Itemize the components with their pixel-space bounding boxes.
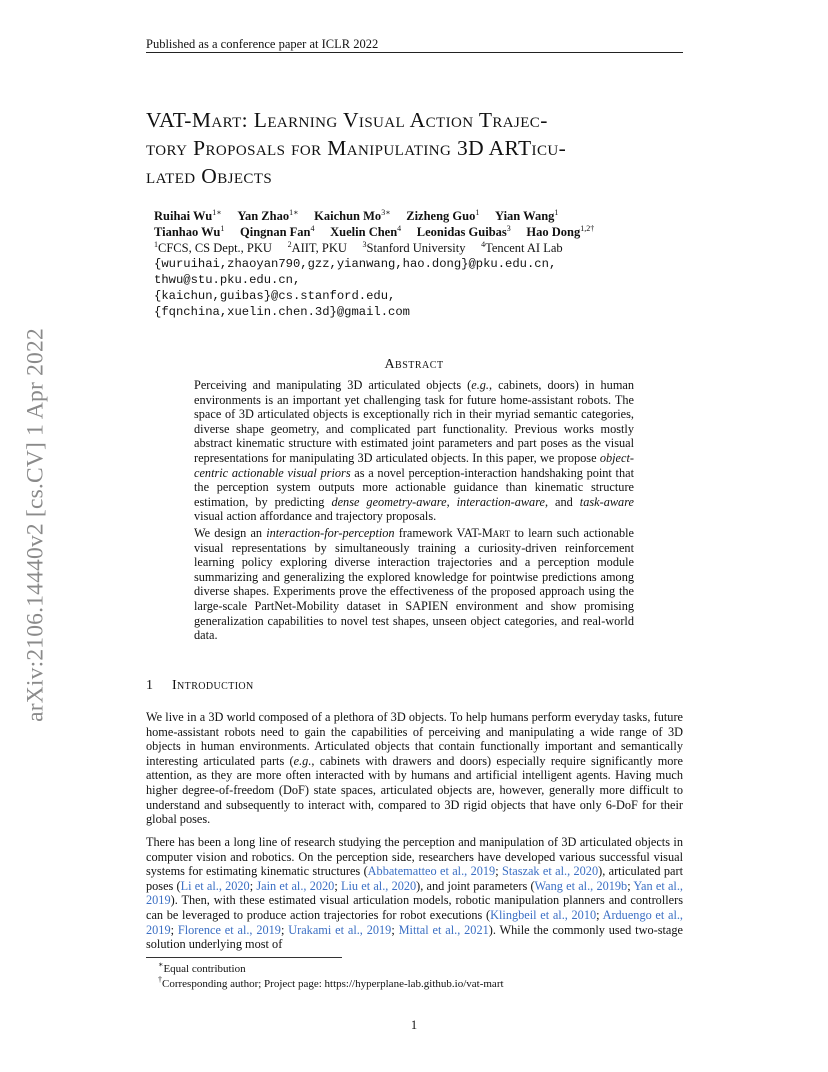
- small-caps-text: Mart: [481, 525, 511, 540]
- author-affiliation-mark: 4: [397, 224, 402, 233]
- page-number: 1: [410, 1018, 418, 1032]
- section-title: Introduction: [172, 678, 254, 693]
- citation-link[interactable]: Staszak et al., 2020: [501, 864, 599, 879]
- text-run: ). Then, with these estimated visual articulation models, robotic manipulation planners and controllers can be leveraged to produce action trajectories for robot executions (: [146, 893, 683, 922]
- abstract-body: [194, 378, 634, 643]
- author-affiliation-mark: 1∗: [212, 208, 222, 217]
- citation-link[interactable]: Mittal et al., 2021: [398, 922, 489, 937]
- text-run: We live in a 3D world composed of a plethora of 3D objects. To help humans perform everyday tasks, future home-assistant robots need to gain the capabilities of perceiving and manipulating a wide range of 3D objects in human environments. Articulated objects that contain functionally important and semantically interesting articulated parts (: [146, 710, 683, 768]
- author-affiliation-mark: 3: [506, 224, 511, 233]
- emphasis: interaction-aware: [456, 494, 545, 509]
- text-run: to learn such actionable visual representations by simultaneously training a curiosity-driven reinforcement learning policy exploring diverse interaction trajectories and a perception module summarizing and generalizing the explored knowledge for pointwise predictions among diverse shapes. Experiments prove the effectiveness of the proposed approach using the large-scale PartNet-Mobility dataset in SAPIEN environment and show promising generalization capabilities to novel test shapes, unseen object categories, and real-world data.: [194, 525, 634, 643]
- abstract-paragraph: [194, 526, 634, 643]
- footnote-rule: [146, 957, 342, 958]
- text-run: , cabinets with drawers and doors) especially require significantly more attention, as they are more often interacted with by humans and artificial intelligent agents. Having much higher degree-of-freedom (DoF) state spaces, articulated objects are, however, generally more difficult to understand and subsequently to interact with, compared to 3D rigid objects that have only 6-DoF for their global poses.: [146, 753, 683, 827]
- emphasis: task-aware: [579, 494, 634, 509]
- author-name: Ruihai Wu: [154, 209, 213, 223]
- author-affiliation-mark: 1∗: [289, 208, 299, 217]
- text-run: , and: [544, 494, 580, 509]
- affiliation-mark: 4: [481, 240, 486, 249]
- intro-paragraph: [146, 710, 683, 827]
- text-run: ;: [170, 922, 178, 937]
- footnote-equal-contribution: [158, 960, 246, 975]
- footnote-corresponding: [158, 975, 504, 990]
- affiliation-name: AIIT, PKU: [291, 241, 347, 255]
- affiliation-row: [154, 240, 594, 256]
- author-affiliation-mark: 3∗: [381, 208, 391, 217]
- text-run: ;: [280, 922, 289, 937]
- author-affiliation-mark: 1: [475, 208, 480, 217]
- emphasis: interaction-for-perception: [266, 525, 395, 540]
- author-block: [154, 208, 594, 320]
- author-affiliation-mark: 1: [220, 224, 225, 233]
- title-line-1: VAT-Mart: Learning Visual Action Trajec-: [146, 108, 548, 132]
- author-name: Tianhao Wu: [154, 225, 221, 239]
- affiliation-mark: 3: [362, 240, 367, 249]
- text-run: ;: [596, 907, 603, 922]
- section-heading: [146, 678, 254, 694]
- text-run: We design an: [194, 525, 267, 540]
- abstract-paragraph: [194, 378, 634, 524]
- emphasis: e.g.: [293, 753, 312, 768]
- footnote-text: Equal contribution: [163, 963, 246, 975]
- citation-link[interactable]: Arduengo et al., 2019: [146, 907, 684, 937]
- text-run: There has been a long line of research studying the perception and manipulation of 3D articulated objects in computer vision and robotics. On the perception side, researchers have developed various successful visual systems for estimating kinematic structures (: [146, 835, 683, 879]
- footnote-text: Corresponding author; Project page: https://hyperplane-lab.github.io/vat-mart: [162, 978, 504, 990]
- author-name: Qingnan Fan: [240, 225, 311, 239]
- text-run: Perceiving and manipulating 3D articulated objects (: [194, 378, 472, 392]
- text-run: ;: [627, 878, 634, 893]
- emphasis: e.g.: [471, 378, 489, 392]
- text-run: ;: [495, 864, 502, 879]
- citation-link[interactable]: Li et al., 2020: [180, 878, 250, 893]
- citation-link[interactable]: Yan et al., 2019: [146, 878, 683, 908]
- email-line-4[interactable]: {fqnchina,xuelin.chen.3d}@gmail.com: [154, 305, 410, 319]
- text-run: ), and joint parameters (: [416, 878, 535, 893]
- title-line-2: tory Proposals for Manipulating 3D ARTicu-: [146, 136, 567, 160]
- citation-link[interactable]: Liu et al., 2020: [340, 878, 417, 893]
- email-line-3[interactable]: {kaichun,guibas}@cs.stanford.edu,: [154, 289, 396, 303]
- author-name: Kaichun Mo: [314, 209, 382, 223]
- text-run: ), articulated part poses (: [146, 864, 683, 893]
- emphasis: dense geometry-aware: [331, 494, 447, 509]
- text-run: , cabinets, doors) in human environments is an important yet challenging task for future home-assistant robots. The space of 3D articulated objects is exceptionally rich in their myriad semantic categories, diverse shape geometry, and complicated part functionality. Previous works mostly abstract kinematic structure with estimated joint parameters and part poses as the visual representations for manipulating 3D articulated objects. In this paper, we propose: [194, 378, 634, 465]
- author-affiliation-mark: 1: [554, 208, 559, 217]
- affiliation-name: Tencent AI Lab: [485, 241, 563, 255]
- paper-title: [146, 106, 691, 190]
- text-run: ;: [391, 922, 399, 937]
- affiliation-name: CFCS, CS Dept., PKU: [158, 241, 272, 255]
- citation-link[interactable]: Urakami et al., 2019: [288, 922, 392, 937]
- abstract-heading: Abstract: [384, 357, 444, 372]
- author-affiliation-mark: 1,2†: [580, 224, 595, 233]
- text-run: ). While the commonly used two-stage solution underlying most of: [146, 922, 683, 952]
- title-line-3: lated Objects: [146, 164, 273, 188]
- citation-link[interactable]: Abbatematteo et al., 2019: [367, 864, 496, 879]
- text-run: as a novel perception-interaction handshaking point that the perception system outputs more actionable guidance than kinematic structure estimation, by predicting: [194, 465, 634, 509]
- text-run: ,: [446, 494, 457, 509]
- author-row-2: [154, 224, 594, 240]
- author-name: Xuelin Chen: [330, 225, 398, 239]
- author-name: Yian Wang: [495, 209, 555, 223]
- text-run: ;: [334, 878, 341, 893]
- header-rule: [146, 52, 683, 53]
- email-line-2[interactable]: thwu@stu.pku.edu.cn,: [154, 273, 301, 287]
- running-header: Published as a conference paper at ICLR 2022: [146, 37, 379, 51]
- text-run: ;: [249, 878, 257, 893]
- arxiv-stamp-text: arXiv:2106.14440v2 [cs.CV] 1 Apr 2022: [22, 328, 49, 722]
- footnote-mark: ∗: [158, 960, 164, 969]
- author-affiliation-mark: 4: [310, 224, 315, 233]
- citation-link[interactable]: Wang et al., 2019b: [534, 878, 628, 893]
- affiliation-mark: 2: [287, 240, 292, 249]
- text-run: framework VAT-: [394, 525, 482, 540]
- email-line-1[interactable]: {wuruihai,zhaoyan790,gzz,yianwang,hao.dong}@pku.edu.cn,: [154, 257, 557, 271]
- text-run: visual action affordance and trajectory proposals.: [194, 509, 437, 524]
- citation-link[interactable]: Klingbeil et al., 2010: [490, 907, 597, 922]
- affiliation-mark: 1: [154, 240, 158, 249]
- affiliation-name: Stanford University: [366, 241, 466, 255]
- section-number: 1: [146, 678, 154, 693]
- author-row-1: [154, 208, 594, 224]
- emphasis: object-centric actionable visual priors: [194, 450, 634, 480]
- author-name: Yan Zhao: [237, 209, 290, 223]
- citation-link[interactable]: Jain et al., 2020: [256, 878, 335, 893]
- author-name: Hao Dong: [526, 225, 581, 239]
- intro-paragraph: [146, 835, 683, 952]
- footnote-mark: †: [158, 975, 162, 984]
- citation-link[interactable]: Florence et al., 2019: [177, 922, 281, 937]
- author-name: Zizheng Guo: [406, 209, 476, 223]
- author-name: Leonidas Guibas: [416, 225, 507, 239]
